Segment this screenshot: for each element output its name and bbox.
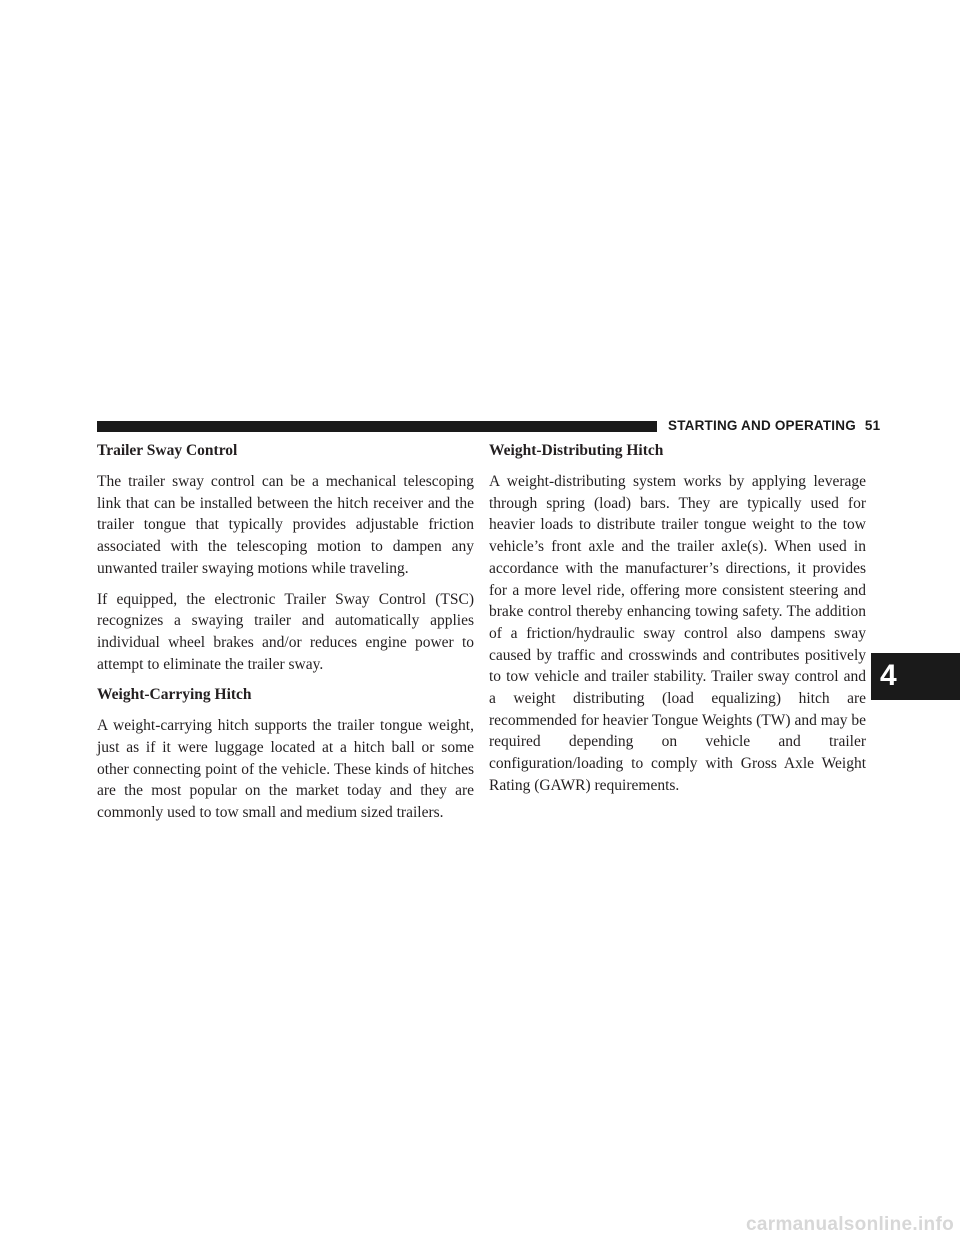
paragraph-weight-carrying-hitch: A weight-carrying hitch supports the trailer tongue weight, just as if it were luggage located at a hitch ball or some other connecting point of the vehicle. These kinds of hitches are the most popular on the market today and they are commonly used to tow small and medium sized trailers. bbox=[97, 717, 474, 822]
running-header bbox=[668, 418, 880, 433]
watermark: carmanualsonline.info bbox=[746, 1214, 954, 1235]
chapter-tab bbox=[871, 653, 960, 700]
page-number: 51 bbox=[864, 418, 881, 433]
chapter-number: 4 bbox=[880, 659, 897, 692]
paragraph-weight-distributing-hitch: A weight-distributing system works by applying leverage through spring (load) bars. They are typically used for heavier loads to distribute trailer tongue weight to the tow vehicle’s front axle and the trailer axle(s). When used in accordance with the manufacturer’s directions, it provides for a more level ride, offering more consistent steering and brake control thereby enhancing towing safety. The addition of a friction/hydraulic sway control also dampens sway caused by traffic and crosswinds and contributes positively to tow vehicle and trailer stability. Trailer sway control and a weight distributing (load equalizing) hitch are recommended for heavier Tongue Weights (TW) and may be required depending on vehicle and trailer configuration/loading to comply with Gross Axle Weight Rating (GAWR) requirements. bbox=[489, 473, 866, 794]
heading-weight-carrying-hitch: Weight-Carrying Hitch bbox=[97, 686, 252, 704]
section-title: STARTING AND OPERATING bbox=[668, 418, 856, 433]
paragraph-sway-control-electronic: If equipped, the electronic Trailer Sway Control (TSC) recognizes a swaying trailer and automatically applies individual wheel brakes and/or reduces engine power to attempt to eliminate the trailer sway. bbox=[97, 590, 474, 673]
header-rule bbox=[97, 421, 657, 432]
heading-trailer-sway-control: Trailer Sway Control bbox=[97, 442, 238, 459]
heading-weight-distributing-hitch: Weight-Distributing Hitch bbox=[489, 442, 664, 459]
paragraph-sway-control-mechanical: The trailer sway control can be a mechanical telescoping link that can be installed between the hitch receiver and the trailer tongue that typically provides adjustable friction associated with the telescoping motion to dampen any unwanted trailer swaying motions while traveling. bbox=[97, 473, 474, 577]
right-column bbox=[489, 440, 866, 806]
left-column bbox=[97, 440, 474, 833]
